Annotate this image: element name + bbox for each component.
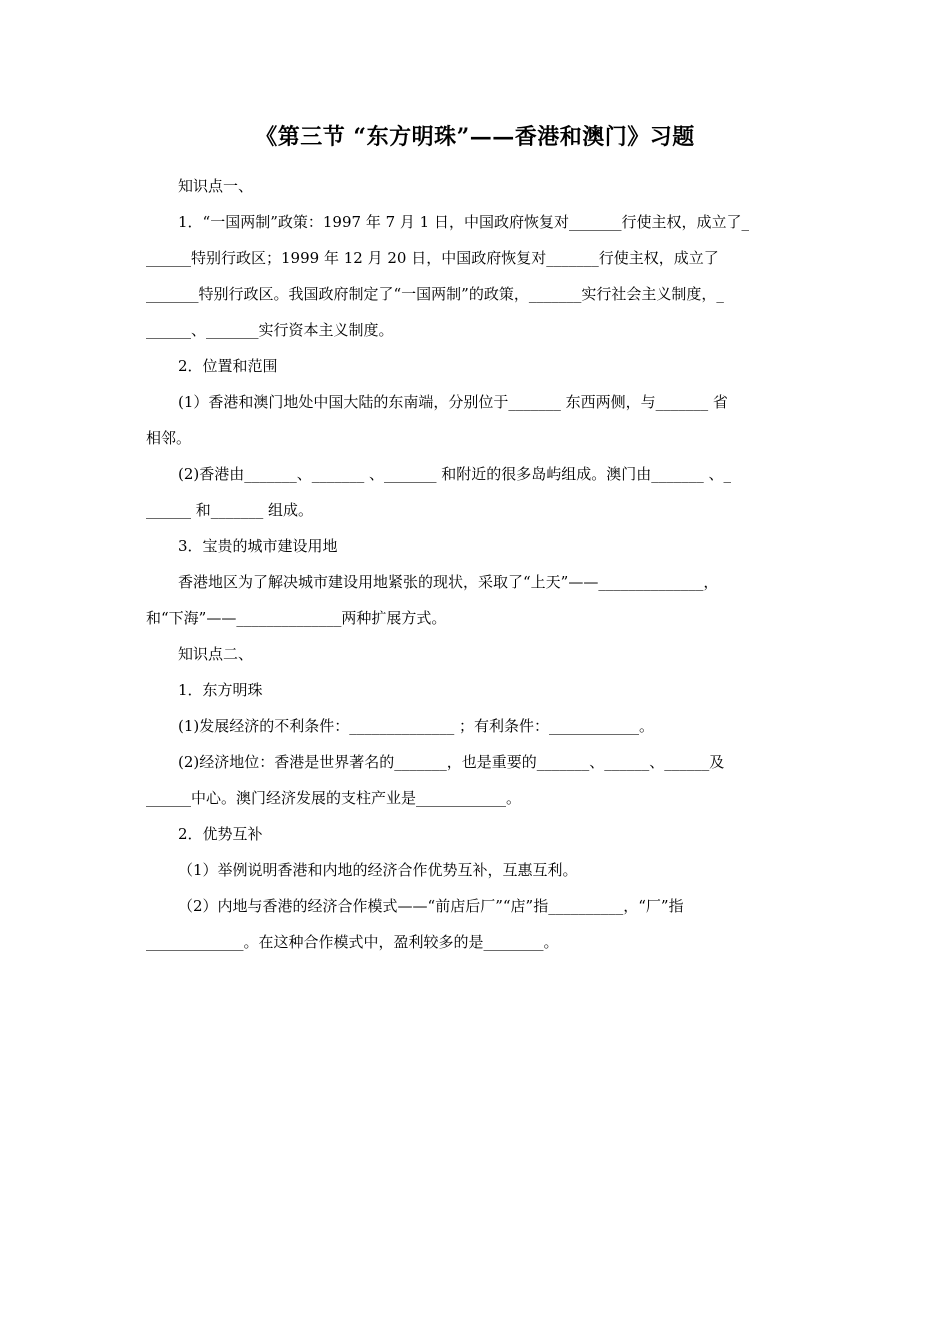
question-2-heading: 2．位置和范围 — [178, 357, 278, 375]
question-4-2-line-2: ______中心。澳门经济发展的支柱产业是____________。 — [146, 789, 522, 807]
question-1-line-1: 1．“一国两制”政策：1997 年 7 月 1 日，中国政府恢复对_______行使主权，成立了_ — [178, 213, 749, 231]
question-2-1-line-2: 相邻。 — [146, 429, 192, 447]
question-3-line-2: 和“下海”——______________两种扩展方式。 — [146, 609, 447, 627]
question-2-2-line-1: (2)香港由_______、_______ 、_______ 和附近的很多岛屿组成。澳门由_______ 、_ — [178, 465, 732, 483]
question-3-heading: 3．宝贵的城市建设用地 — [178, 537, 338, 555]
question-5-2-line-2: _____________。在这种合作模式中，盈利较多的是________。 — [146, 933, 559, 951]
question-4-heading: 1．东方明珠 — [178, 681, 263, 699]
question-3-line-1: 香港地区为了解决城市建设用地紧张的现状，采取了“上天”——______________， — [178, 573, 719, 591]
question-4-1: (1)发展经济的不利条件：______________ ；有利条件：____________。 — [178, 717, 655, 735]
page-title: 《第三节 “东方明珠”——香港和澳门》习题 — [255, 124, 695, 150]
question-1-line-2: ______特别行政区；1999 年 12 月 20 日，中国政府恢复对_______行使主权，成立了 — [146, 249, 719, 267]
question-5-2-line-1: （2）内地与香港的经济合作模式——“前店后厂”“店”指__________，“厂”指 — [178, 897, 684, 915]
question-2-1-line-1: (1）香港和澳门地处中国大陆的东南端，分别位于_______ 东西两侧，与_______ 省 — [178, 393, 728, 411]
question-1-line-3: _______特别行政区。我国政府制定了“一国两制”的政策，_______实行社会主义制度，_ — [146, 285, 724, 303]
question-5-1: （1）举例说明香港和内地的经济合作优势互补，互惠互利。 — [178, 861, 578, 879]
section-heading-1: 知识点一、 — [178, 177, 254, 195]
question-4-2-line-1: (2)经济地位：香港是世界著名的_______，也是重要的_______、______、______及 — [178, 753, 725, 771]
question-1-line-4: ______、_______实行资本主义制度。 — [146, 321, 394, 339]
question-2-2-line-2: ______ 和_______ 组成。 — [146, 501, 314, 519]
question-5-heading: 2．优势互补 — [178, 825, 263, 843]
section-heading-2: 知识点二、 — [178, 645, 254, 663]
